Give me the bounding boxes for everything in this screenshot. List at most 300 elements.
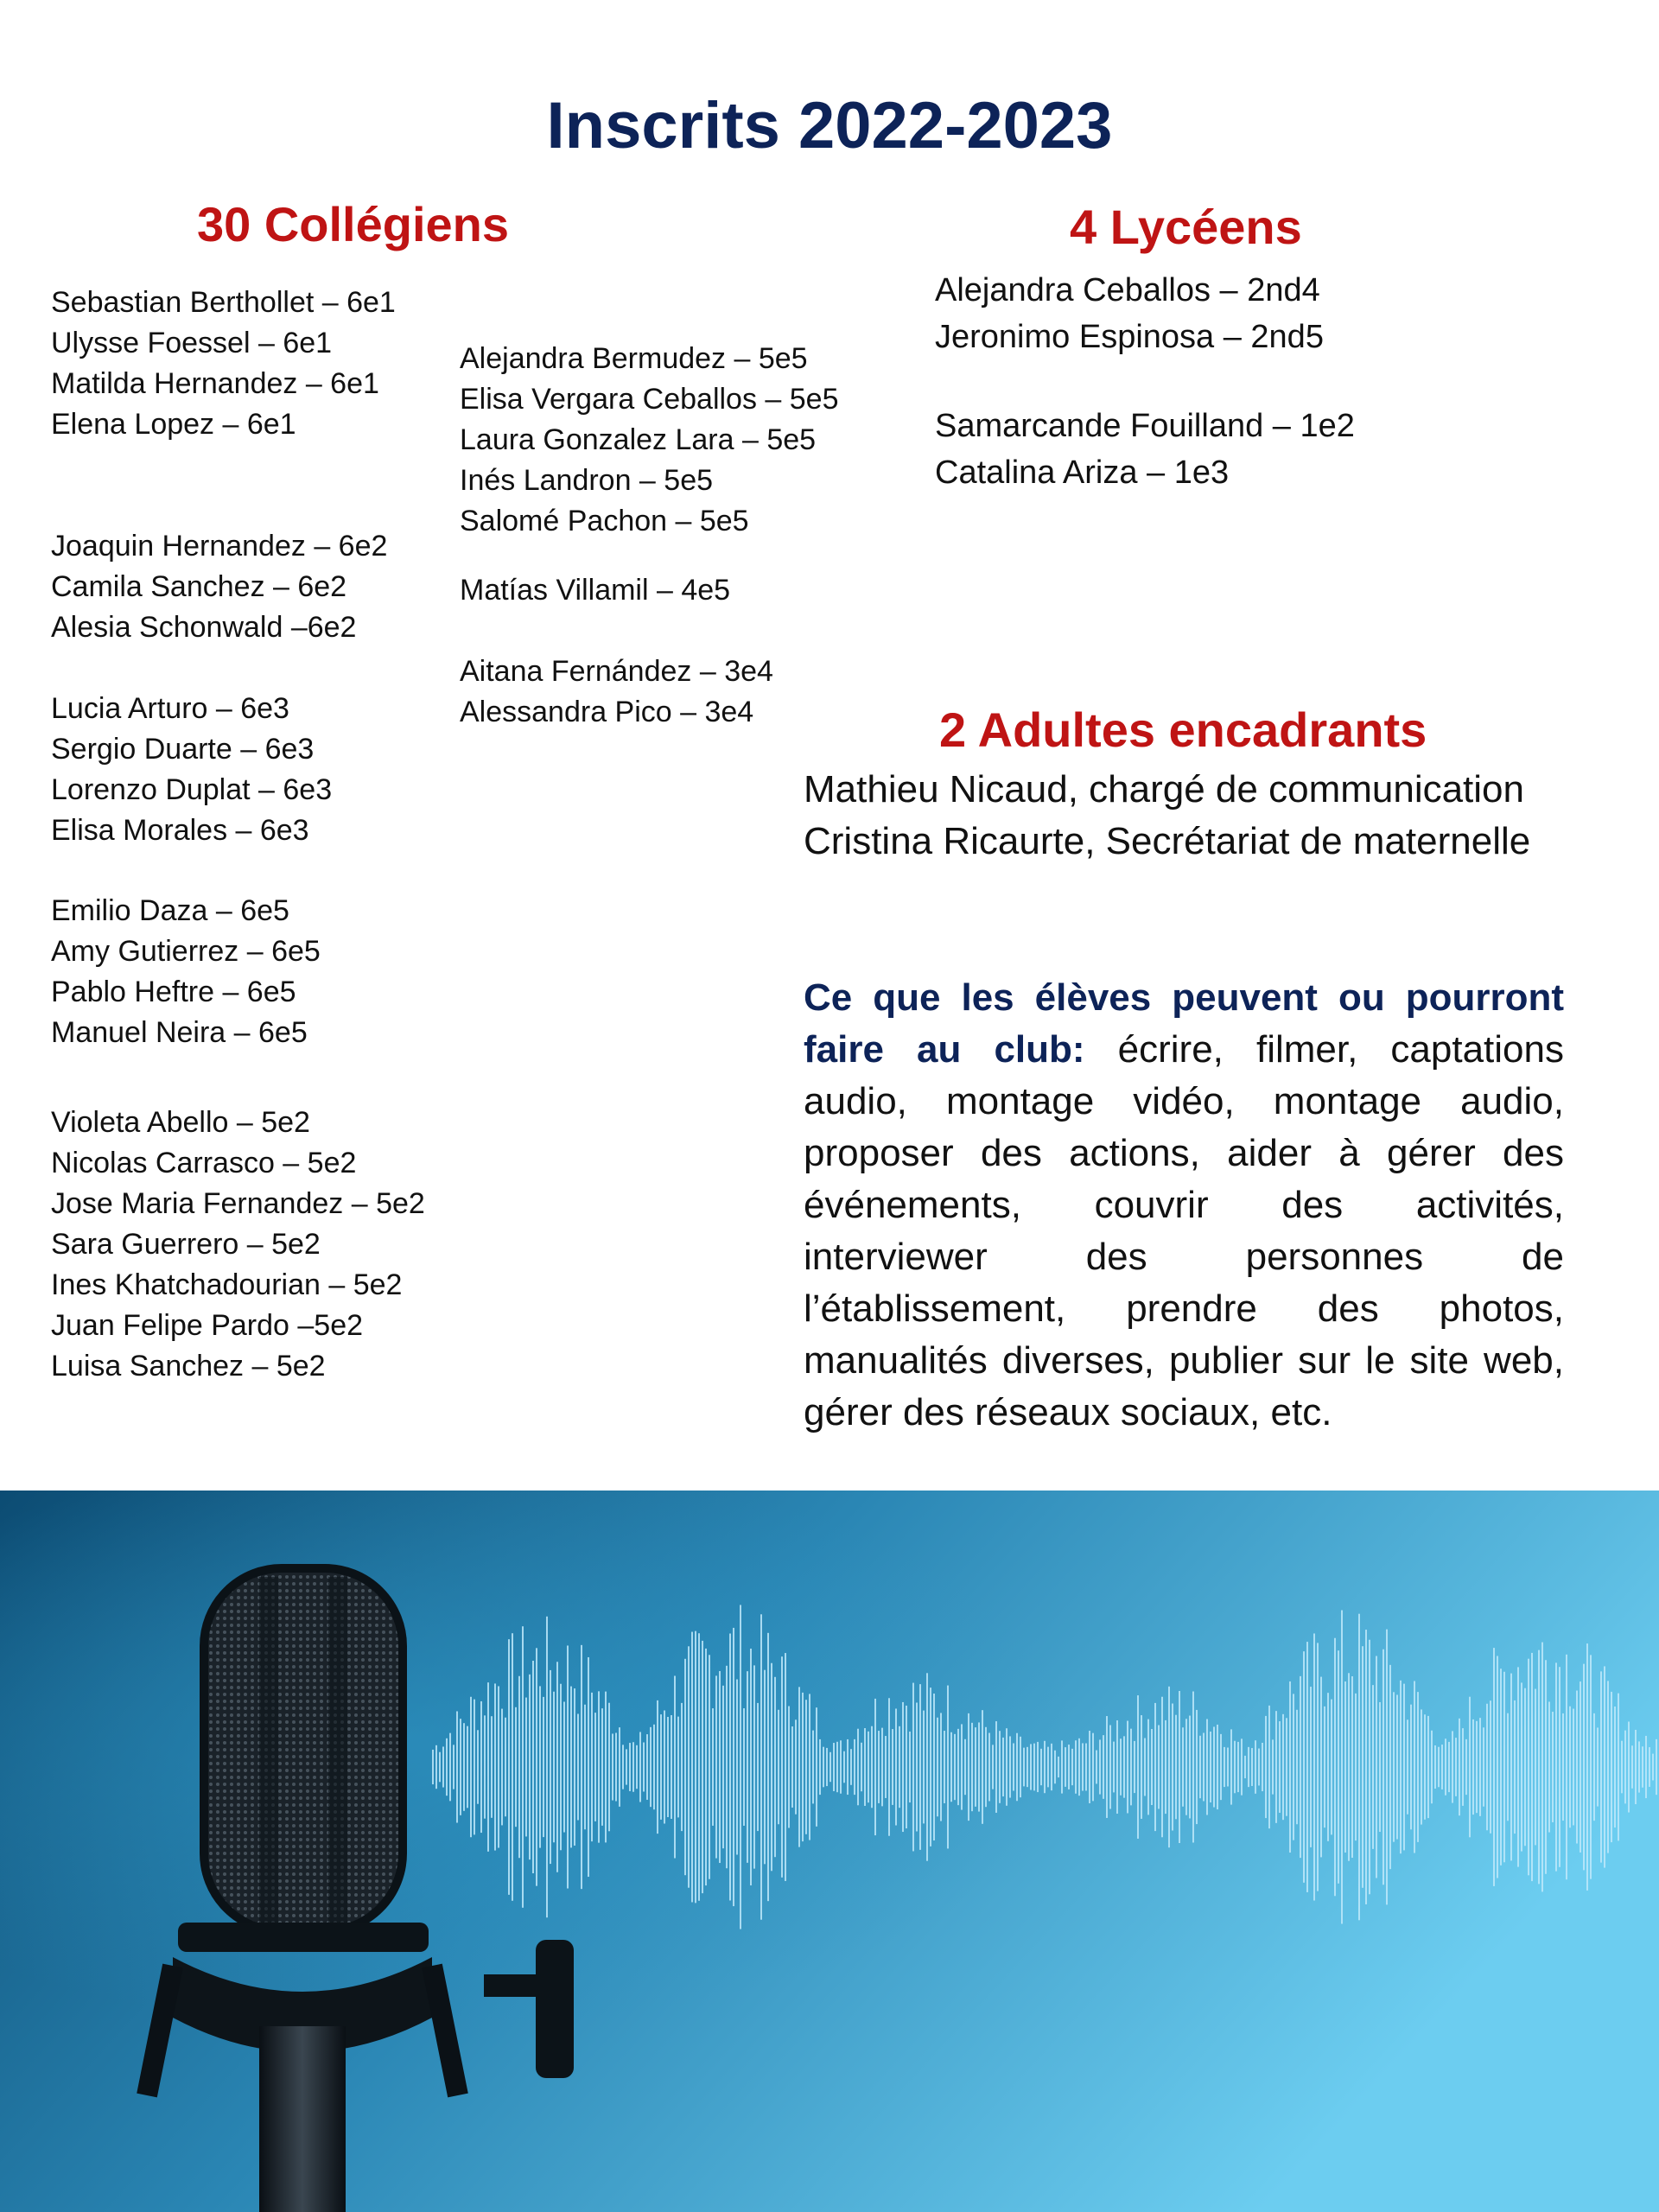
soundwave-bar	[1507, 1713, 1509, 1821]
soundwave-bar	[1503, 1672, 1505, 1862]
soundwave-bar	[1248, 1747, 1249, 1787]
list-item: Luisa Sanchez – 5e2	[51, 1350, 326, 1382]
list-item: Ulysse Foessel – 6e1	[51, 327, 333, 359]
list-item: Juan Felipe Pardo –5e2	[51, 1309, 364, 1342]
soundwave-bar	[1414, 1681, 1415, 1853]
soundwave-bar	[1514, 1700, 1516, 1834]
soundwave-bar	[992, 1745, 994, 1789]
soundwave-bar	[1075, 1740, 1077, 1794]
soundwave-bar	[584, 1705, 586, 1829]
soundwave-bar	[940, 1713, 942, 1821]
list-item: Pablo Heftre – 6e5	[51, 976, 296, 1008]
soundwave-bar	[885, 1736, 887, 1798]
soundwave-bar	[501, 1709, 503, 1826]
soundwave-bar	[1120, 1738, 1122, 1796]
soundwave-bar	[1403, 1684, 1405, 1851]
soundwave-bar	[1085, 1744, 1087, 1791]
soundwave-bar	[1421, 1709, 1422, 1824]
soundwave-bar	[1313, 1633, 1315, 1900]
soundwave-bar	[1123, 1736, 1125, 1797]
soundwave-bar	[1604, 1666, 1605, 1867]
college-list-col2-g2	[460, 570, 730, 611]
list-item: Jose Maria Fernandez – 5e2	[51, 1187, 425, 1220]
list-item: Elena Lopez – 6e1	[51, 408, 296, 441]
soundwave-bar	[1638, 1741, 1640, 1792]
soundwave-bar	[864, 1728, 866, 1806]
list-item: Alejandra Bermudez – 5e5	[460, 342, 808, 375]
soundwave-bar	[771, 1663, 772, 1872]
soundwave-bar	[1300, 1676, 1301, 1858]
soundwave-bar	[947, 1686, 949, 1849]
list-item: Nicolas Carrasco – 5e2	[51, 1147, 357, 1179]
soundwave-bar	[961, 1724, 963, 1809]
soundwave-bar	[778, 1710, 779, 1824]
soundwave-bar	[1037, 1742, 1039, 1792]
soundwave-bar	[1597, 1727, 1599, 1806]
soundwave-bar	[805, 1700, 807, 1834]
soundwave-bar	[487, 1682, 489, 1852]
soundwave-bar	[1096, 1751, 1097, 1784]
soundwave-bar	[632, 1742, 634, 1792]
soundwave-bar	[698, 1633, 700, 1901]
list-item: Cristina Ricaurte, Secrétariat de maternelle	[804, 820, 1531, 862]
soundwave-bar	[1510, 1674, 1512, 1861]
soundwave-bar	[1372, 1685, 1374, 1849]
soundwave-bar	[449, 1733, 451, 1802]
soundwave-bar	[985, 1727, 987, 1807]
soundwave-bar	[1331, 1700, 1332, 1835]
soundwave-bar	[1389, 1665, 1391, 1869]
college-list-col2-g3	[460, 652, 773, 733]
soundwave-bar	[1179, 1691, 1180, 1843]
soundwave-bar	[1351, 1676, 1353, 1858]
soundwave-bar	[1580, 1681, 1581, 1853]
soundwave-bar	[888, 1698, 890, 1835]
list-item: Violeta Abello – 5e2	[51, 1106, 310, 1139]
soundwave-bar	[1531, 1653, 1533, 1881]
soundwave-bar	[1618, 1694, 1619, 1841]
soundwave-bar	[684, 1659, 686, 1875]
soundwave-bar	[764, 1670, 766, 1865]
soundwave-bar	[740, 1605, 741, 1929]
soundwave-bar	[1303, 1651, 1305, 1883]
soundwave-bar	[1476, 1721, 1478, 1813]
soundwave-bar	[830, 1752, 831, 1782]
soundwave-bar	[1227, 1748, 1229, 1787]
college-list-col1	[51, 283, 396, 445]
soundwave-bar	[1490, 1700, 1491, 1834]
soundwave-bar	[1009, 1736, 1011, 1797]
soundwave-bar	[1109, 1726, 1111, 1809]
soundwave-bar	[902, 1702, 904, 1832]
soundwave-bar	[1472, 1719, 1474, 1815]
soundwave-bar	[1393, 1692, 1395, 1841]
soundwave-bar	[1417, 1692, 1419, 1842]
soundwave-bar	[560, 1684, 562, 1851]
soundwave-bar	[1465, 1739, 1467, 1795]
soundwave-bar	[1092, 1733, 1094, 1802]
list-item: Jeronimo Espinosa – 2nd5	[935, 319, 1324, 355]
soundwave-bar	[975, 1727, 976, 1807]
soundwave-bar	[847, 1739, 849, 1795]
soundwave-bar	[1344, 1681, 1346, 1853]
soundwave-bar	[1175, 1715, 1177, 1820]
soundwave-bar	[1545, 1660, 1547, 1873]
soundwave-bar	[1424, 1714, 1426, 1820]
list-item: Aitana Fernández – 3e4	[460, 655, 773, 688]
soundwave-bar	[1379, 1702, 1381, 1832]
soundwave-bar	[1583, 1664, 1585, 1871]
soundwave-bar	[577, 1713, 579, 1820]
soundwave-bar	[709, 1655, 710, 1878]
soundwave-bar	[688, 1646, 690, 1887]
soundwave-bar	[1376, 1656, 1377, 1878]
soundwave-bar	[1483, 1727, 1484, 1806]
soundwave-bar	[1033, 1744, 1035, 1791]
soundwave-bar	[1486, 1704, 1488, 1830]
soundwave-bar	[588, 1657, 589, 1877]
soundwave-bar	[615, 1732, 617, 1801]
soundwave-bar	[1631, 1745, 1633, 1788]
soundwave-bar	[1082, 1743, 1084, 1790]
soundwave-bar	[1013, 1743, 1014, 1790]
lycee-list	[935, 267, 1324, 360]
adults-list	[804, 764, 1530, 868]
soundwave-bar	[1099, 1739, 1101, 1794]
soundwave-bar	[460, 1719, 461, 1815]
soundwave-bar	[567, 1645, 569, 1888]
soundwave-bar	[1196, 1710, 1198, 1824]
soundwave-bar	[1593, 1713, 1595, 1821]
list-item: Camila Sanchez – 6e2	[51, 570, 347, 603]
soundwave-bar	[1427, 1716, 1429, 1818]
soundwave-bar	[1189, 1716, 1191, 1819]
soundwave-bar	[1058, 1757, 1059, 1777]
soundwave-bar	[1286, 1718, 1287, 1815]
soundwave-bar	[453, 1745, 454, 1789]
soundwave-bar	[791, 1726, 793, 1808]
soundwave-bar	[508, 1639, 510, 1895]
soundwave-bar	[1282, 1714, 1284, 1820]
list-item: Sara Guerrero – 5e2	[51, 1228, 321, 1261]
soundwave-bar	[795, 1719, 797, 1814]
soundwave-bar	[816, 1707, 817, 1827]
soundwave-bar	[743, 1708, 745, 1826]
soundwave-bar	[722, 1686, 724, 1848]
soundwave-bar	[1141, 1715, 1142, 1819]
soundwave-bar	[594, 1713, 596, 1821]
list-item: Alejandra Ceballos – 2nd4	[935, 272, 1320, 308]
soundwave-bar	[933, 1694, 935, 1840]
soundwave-bar	[1621, 1741, 1623, 1794]
list-item: Ines Khatchadourian – 5e2	[51, 1268, 403, 1301]
soundwave-bar	[1649, 1747, 1650, 1787]
soundwave-bar	[477, 1730, 479, 1803]
soundwave-bar	[1656, 1739, 1657, 1795]
list-item: Amy Gutierrez – 6e5	[51, 935, 321, 968]
soundwave-bar	[757, 1703, 759, 1831]
soundwave-bar	[1410, 1705, 1412, 1830]
soundwave-bar	[1279, 1721, 1281, 1813]
soundwave-bar	[518, 1676, 520, 1858]
soundwave-bar	[574, 1688, 575, 1846]
soundwave-bar	[1348, 1673, 1350, 1860]
soundwave-bar	[950, 1732, 952, 1802]
soundwave-bar	[971, 1723, 973, 1811]
soundwave-bar	[881, 1728, 883, 1807]
soundwave-bar	[719, 1671, 721, 1863]
soundwave-bar	[532, 1661, 534, 1873]
soundwave-bar	[1127, 1721, 1128, 1814]
soundwave-bar	[1234, 1741, 1236, 1794]
soundwave-bar	[1396, 1694, 1398, 1839]
soundwave-bar	[1455, 1738, 1457, 1796]
soundwave-bar	[1548, 1701, 1550, 1832]
soundwave-bar	[836, 1742, 838, 1792]
soundwave-bar	[556, 1662, 558, 1872]
soundwave-bar	[1244, 1756, 1246, 1778]
soundwave-bar	[1030, 1744, 1032, 1789]
soundwave-bar	[1206, 1719, 1208, 1815]
soundwave-bar	[1310, 1687, 1312, 1847]
soundwave-bar	[906, 1706, 907, 1828]
soundwave-bar	[1645, 1736, 1647, 1798]
soundwave-bar	[988, 1733, 990, 1802]
soundwave-bar	[715, 1675, 717, 1858]
soundwave-bar	[819, 1739, 821, 1795]
soundwave-bar	[470, 1697, 472, 1837]
soundwave-bar	[750, 1649, 752, 1885]
soundwave-bar	[892, 1729, 893, 1805]
soundwave-bar	[823, 1747, 824, 1788]
soundwave-bar	[930, 1688, 931, 1847]
soundwave-bar	[1555, 1662, 1557, 1871]
soundwave-bar	[619, 1727, 620, 1807]
list-item: Salomé Pachon – 5e5	[460, 505, 749, 537]
college-heading: 30 Collégiens	[197, 197, 510, 251]
list-item: Elisa Morales – 6e3	[51, 814, 309, 847]
soundwave-bar	[1158, 1726, 1160, 1809]
soundwave-bar	[442, 1746, 444, 1787]
soundwave-bar	[854, 1739, 855, 1795]
soundwave-bar	[1524, 1688, 1526, 1847]
soundwave-bar	[1293, 1694, 1294, 1840]
soundwave-bar	[1528, 1659, 1529, 1876]
list-item: Lucia Arturo – 6e3	[51, 692, 289, 725]
soundwave-bar	[1365, 1630, 1367, 1904]
soundwave-bar	[512, 1633, 513, 1901]
soundwave-bar	[629, 1743, 631, 1791]
soundwave-bar	[639, 1732, 641, 1802]
soundwave-bar	[753, 1665, 755, 1868]
soundwave-bar	[1334, 1638, 1336, 1897]
soundwave-bar	[843, 1751, 845, 1783]
college-list-col1-g5	[51, 1103, 425, 1387]
soundwave-bar	[1130, 1729, 1132, 1806]
soundwave-bar	[809, 1694, 810, 1840]
soundwave-bar	[1306, 1642, 1308, 1892]
soundwave-bar	[978, 1722, 980, 1811]
college-list-col1-g2	[51, 526, 387, 648]
list-item: Manuel Neira – 6e5	[51, 1016, 308, 1049]
soundwave-bar	[1199, 1736, 1201, 1798]
soundwave-bar	[1230, 1729, 1232, 1804]
soundwave-bar	[536, 1648, 537, 1885]
soundwave-bar	[612, 1733, 613, 1800]
adults-heading: 2 Adultes encadrants	[939, 702, 1427, 757]
soundwave-bar	[774, 1677, 776, 1857]
soundwave-bar	[1462, 1728, 1464, 1806]
soundwave-bar	[1182, 1727, 1184, 1807]
soundwave-bar	[671, 1715, 672, 1819]
soundwave-bar	[1210, 1732, 1211, 1802]
soundwave-bar	[954, 1734, 956, 1800]
soundwave-bar	[1213, 1726, 1215, 1807]
soundwave-bar	[1552, 1712, 1554, 1822]
soundwave-bar	[646, 1734, 648, 1800]
soundwave-bar	[1006, 1728, 1007, 1806]
soundwave-bar	[563, 1701, 565, 1832]
soundwave-bar	[1020, 1737, 1021, 1797]
soundwave-bar	[1217, 1725, 1218, 1809]
soundwave-bar	[1089, 1731, 1090, 1803]
soundwave-bar	[1051, 1744, 1052, 1790]
soundwave-bar	[1168, 1687, 1170, 1847]
soundwave-bar	[788, 1707, 790, 1828]
soundwave-bar	[1431, 1731, 1433, 1803]
list-item: Alesia Schonwald –6e2	[51, 611, 357, 644]
soundwave-bar	[498, 1686, 499, 1847]
soundwave-bar	[1054, 1751, 1056, 1783]
soundwave-bar	[657, 1700, 658, 1834]
soundwave-bar	[1258, 1749, 1260, 1786]
list-item: Alessandra Pico – 3e4	[460, 696, 754, 728]
list-item: Matilda Hernandez – 6e1	[51, 367, 379, 400]
soundwave-bar	[1296, 1710, 1298, 1824]
list-item: Lorenzo Duplat – 6e3	[51, 773, 333, 806]
soundwave-bar	[1144, 1738, 1146, 1796]
soundwave-bar	[736, 1680, 738, 1855]
soundwave-bar	[833, 1743, 835, 1791]
soundwave-bar	[798, 1687, 800, 1847]
soundwave-bar	[1611, 1692, 1612, 1842]
soundwave-bar	[1165, 1720, 1166, 1814]
soundwave-bar	[895, 1708, 897, 1825]
list-item: Joaquin Hernandez – 6e2	[51, 530, 388, 563]
soundwave-bar	[912, 1683, 914, 1852]
soundwave-bar	[957, 1729, 959, 1805]
college-list-col1-g3	[51, 689, 332, 851]
college-list-col1-g4	[51, 891, 321, 1053]
soundwave-bar	[1040, 1749, 1042, 1785]
soundwave-bar	[570, 1687, 572, 1848]
soundwave-bar	[781, 1656, 783, 1878]
soundwave-bar	[1172, 1703, 1173, 1830]
soundwave-bar	[1635, 1730, 1637, 1804]
soundwave-bar	[1289, 1681, 1291, 1853]
college-list-col2	[460, 339, 839, 542]
soundwave-bar	[643, 1743, 645, 1792]
soundwave-bar	[1566, 1655, 1567, 1879]
soundwave-bar	[1116, 1720, 1118, 1814]
soundwave-bar	[1562, 1713, 1564, 1821]
soundwave-bar	[1448, 1742, 1450, 1792]
soundwave-bar	[539, 1686, 541, 1847]
soundwave-bar	[1154, 1703, 1156, 1831]
soundwave-bar	[1220, 1734, 1222, 1800]
soundwave-bar	[982, 1710, 983, 1824]
soundwave-bar	[1002, 1738, 1004, 1796]
soundwave-bar	[767, 1633, 769, 1901]
soundwave-bar	[1241, 1738, 1243, 1795]
soundwave-bar	[1628, 1721, 1630, 1812]
soundwave-bar	[543, 1697, 544, 1837]
soundwave-bar	[1078, 1738, 1080, 1796]
soundwave-bar	[1268, 1706, 1270, 1828]
soundwave-bar	[667, 1717, 669, 1817]
soundwave-bar	[826, 1748, 828, 1786]
soundwave-bar	[871, 1726, 873, 1808]
soundwave-bar	[785, 1653, 786, 1881]
soundwave-bar	[923, 1711, 925, 1824]
soundwave-bar	[1023, 1748, 1025, 1787]
soundwave-bar	[1624, 1731, 1626, 1804]
soundwave-bar	[525, 1698, 527, 1837]
soundwave-bar	[1358, 1614, 1360, 1921]
soundwave-bar	[677, 1717, 679, 1818]
soundwave-bar	[695, 1631, 696, 1904]
soundwave-bar	[608, 1703, 610, 1832]
lycee-heading: 4 Lycéens	[1070, 200, 1302, 254]
soundwave-bar	[1362, 1646, 1363, 1888]
soundwave-bar	[999, 1731, 1001, 1803]
soundwave-bar	[899, 1726, 900, 1808]
list-item: Mathieu Nicaud, chargé de communication	[804, 768, 1525, 810]
soundwave-bar	[1071, 1749, 1073, 1785]
soundwave-bar	[1103, 1735, 1104, 1799]
soundwave-bar	[467, 1726, 468, 1808]
soundwave-bar	[909, 1732, 911, 1802]
soundwave-bar	[995, 1721, 997, 1813]
soundwave-bar	[1493, 1648, 1495, 1886]
soundwave-bar	[439, 1752, 441, 1783]
soundwave-bar	[622, 1745, 624, 1789]
soundwave-bar	[964, 1739, 966, 1795]
soundwave-bar	[1538, 1650, 1540, 1885]
soundwave-bar	[878, 1731, 880, 1803]
soundwave-bar	[1224, 1747, 1225, 1787]
soundwave-bar	[636, 1745, 638, 1789]
soundwave-bar	[1438, 1747, 1440, 1787]
soundwave-bar	[1369, 1640, 1370, 1895]
soundwave-bar	[1251, 1748, 1253, 1786]
soundwave-bar	[1147, 1719, 1149, 1815]
soundwave-bar	[650, 1727, 652, 1807]
club-description	[804, 972, 1564, 1439]
soundwave-bar	[812, 1731, 814, 1804]
soundwave-bar	[1517, 1667, 1519, 1866]
soundwave-bar	[1061, 1740, 1063, 1793]
lycee-list-g2	[935, 403, 1355, 496]
soundwave-bar	[1327, 1693, 1329, 1841]
soundwave-bar	[1044, 1741, 1046, 1793]
soundwave-bar	[653, 1725, 655, 1809]
soundwave-bar	[1479, 1718, 1481, 1816]
soundwave-bar	[480, 1701, 482, 1833]
soundwave-bar	[1541, 1643, 1543, 1892]
soundwave-bar	[729, 1634, 731, 1901]
soundwave-bar	[937, 1718, 938, 1817]
